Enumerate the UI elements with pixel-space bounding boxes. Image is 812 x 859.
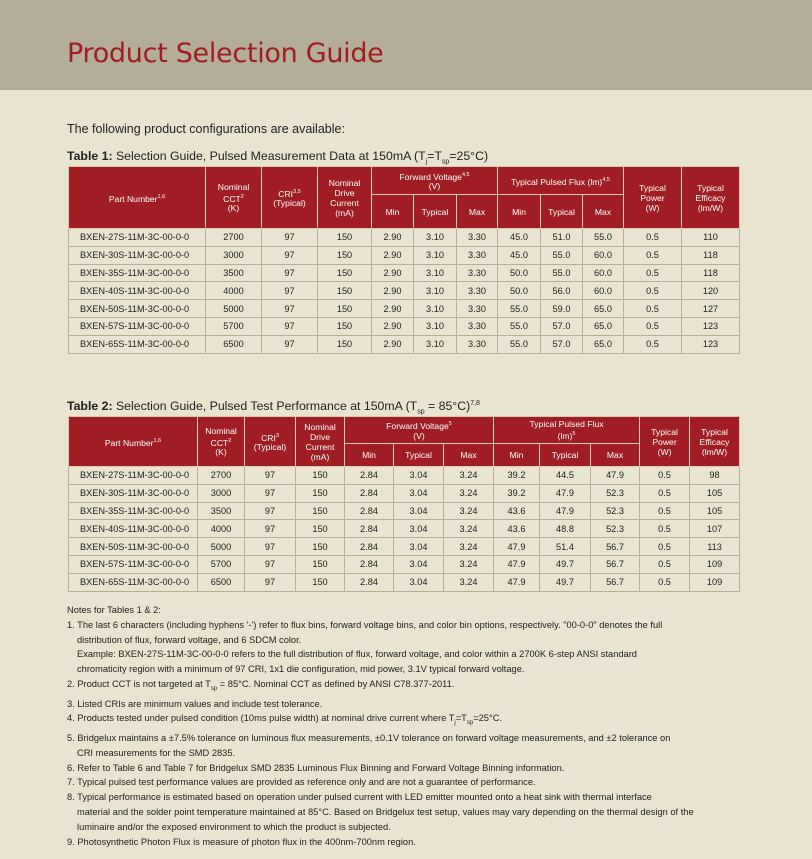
table-cell: 97 xyxy=(262,300,318,318)
table-cell: 110 xyxy=(682,229,740,247)
t2-header-flux: Typical Pulsed Flux (lm)$^5$ xyxy=(494,417,640,444)
table2-body xyxy=(69,467,740,592)
table-cell: 5700 xyxy=(206,317,262,335)
t1-header-cri: CRI$^{3,5}$ (Typical) xyxy=(262,167,318,229)
table-row xyxy=(69,573,740,591)
note-9: 9. Photosynthetic Photon Flux is measure of photon flux in the 400nm-700nm region. xyxy=(67,836,416,847)
table-cell: 150 xyxy=(318,229,372,247)
t2-header-fv-max: Max xyxy=(444,444,494,467)
table-cell: 0.5 xyxy=(640,520,690,538)
table-cell: 97 xyxy=(262,282,318,300)
table-cell: 52.3 xyxy=(591,520,640,538)
table-cell: 3.24 xyxy=(444,538,494,556)
t2-header-power: Typical Power (W) xyxy=(640,417,690,467)
note-8-cont2: luminaire and/or the exposed environment to which the product is subjected. xyxy=(77,821,391,832)
table-cell: 98 xyxy=(690,467,740,485)
table-cell: 45.0 xyxy=(498,229,541,247)
note-4: 4. Products tested under pulsed condition (10ms pulse width) at nominal drive current where $T_j=T_{sp}=25^\circ C$. xyxy=(67,713,502,727)
t1-header-fv-min: Min xyxy=(372,195,414,229)
table-cell: 56.7 xyxy=(591,573,640,591)
table-cell: 2.90 xyxy=(372,229,414,247)
table-cell: 65.0 xyxy=(583,335,624,353)
table-cell: 127 xyxy=(682,300,740,318)
note-8: 8. Typical performance is estimated based on operation under pulsed current with LED emitter mounted onto a heat sink with thermal interface xyxy=(67,792,652,803)
table-cell: 2.90 xyxy=(372,282,414,300)
table1-caption-text: Selection Guide, Pulsed Measurement Data at 150mA (T xyxy=(115,149,426,163)
t2-header-eff: Typical Efficacy (lm/W) xyxy=(690,417,740,467)
table-cell: 2700 xyxy=(206,229,262,247)
table-cell: 97 xyxy=(262,335,318,353)
table-cell: 3.30 xyxy=(457,264,498,282)
table-cell: 3.04 xyxy=(394,573,444,591)
table-cell: 55.0 xyxy=(583,229,624,247)
table-cell: 3.30 xyxy=(457,335,498,353)
table-cell: 150 xyxy=(296,555,345,573)
table-cell: 3.30 xyxy=(457,282,498,300)
table-cell: 49.7 xyxy=(540,555,591,573)
table-row xyxy=(69,264,740,282)
table-cell: 47.9 xyxy=(540,502,591,520)
table-cell: 0.5 xyxy=(624,264,682,282)
table1-caption-mid: =T xyxy=(427,149,442,163)
part-number-cell: BXEN-40S-11M-3C-00-0-0 xyxy=(69,282,206,300)
table-row xyxy=(69,300,740,318)
t1-header-flux-typ: Typical xyxy=(541,195,583,229)
table-cell: 0.5 xyxy=(624,229,682,247)
part-number-cell: BXEN-27S-11M-3C-00-0-0 xyxy=(69,467,198,485)
table-cell: 0.5 xyxy=(624,335,682,353)
note-1-cont: distribution of flux, forward voltage, and 6 SDCM color. xyxy=(77,634,302,645)
t1-header-fv-max: Max xyxy=(457,195,498,229)
table-cell: 150 xyxy=(296,484,345,502)
table-cell: 3.10 xyxy=(414,282,457,300)
table-cell: 47.9 xyxy=(494,538,540,556)
table-cell: 4000 xyxy=(198,520,245,538)
table-cell: 3.30 xyxy=(457,300,498,318)
table-cell: 6500 xyxy=(206,335,262,353)
note-1: 1. The last 6 characters (including hyphens '-') refer to flux bins, forward voltage bins, and color bin options, respectively. "00-0-0" denotes the full xyxy=(67,619,663,630)
table-cell: 3.30 xyxy=(457,317,498,335)
table-cell: 2.90 xyxy=(372,335,414,353)
t1-header-fv: Forward Voltage$^{4,5}$ (V) xyxy=(372,167,498,195)
table-cell: 3500 xyxy=(206,264,262,282)
table-cell: 55.0 xyxy=(498,317,541,335)
table-cell: 39.2 xyxy=(494,467,540,485)
table-cell: 43.6 xyxy=(494,502,540,520)
t2-header-fv: Forward Voltage$^5$ (V) xyxy=(345,417,494,444)
table1-caption-sub2: sp xyxy=(441,158,450,166)
table-cell: 97 xyxy=(245,573,296,591)
table-cell: 47.9 xyxy=(540,484,591,502)
table-cell: 2.90 xyxy=(372,264,414,282)
table-cell: 48.8 xyxy=(540,520,591,538)
table-cell: 109 xyxy=(690,573,740,591)
note-5: 5. Bridgelux maintains a ±7.5% tolerance on luminous flux measurements, ±0.1V tolerance on forward voltage measurements, and ±2 tolerance on xyxy=(67,733,671,744)
note-1-example-cont: chromaticity region with a minimum of 97 CRI, 1x1 die configuration, mid power, 3.1V typical forward voltage. xyxy=(77,664,525,675)
table-row xyxy=(69,282,740,300)
table-cell: 113 xyxy=(690,538,740,556)
t2-header-flux-max: Max xyxy=(591,444,640,467)
table-cell: 3.04 xyxy=(394,538,444,556)
table-cell: 5700 xyxy=(198,555,245,573)
table-cell: 0.5 xyxy=(640,573,690,591)
table-row xyxy=(69,538,740,556)
table-cell: 3.04 xyxy=(394,555,444,573)
table-cell: 2.90 xyxy=(372,300,414,318)
table-cell: 123 xyxy=(682,317,740,335)
table-cell: 97 xyxy=(262,229,318,247)
table-cell: 2.84 xyxy=(345,502,394,520)
table-cell: 150 xyxy=(296,467,345,485)
part-number-cell: BXEN-30S-11M-3C-00-0-0 xyxy=(69,484,198,502)
table-cell: 50.0 xyxy=(498,282,541,300)
table-cell: 3.10 xyxy=(414,264,457,282)
part-number-cell: BXEN-40S-11M-3C-00-0-0 xyxy=(69,520,198,538)
note-5-cont: CRI measurements for the SMD 2835. xyxy=(77,747,236,758)
t1-header-eff: Typical Efficacy (lm/W) xyxy=(682,167,740,229)
table-cell: 0.5 xyxy=(640,484,690,502)
table-cell: 60.0 xyxy=(583,282,624,300)
table-cell: 97 xyxy=(262,246,318,264)
table-cell: 3.10 xyxy=(414,229,457,247)
page-title: Product Selection Guide xyxy=(67,38,384,69)
table-cell: 55.0 xyxy=(498,300,541,318)
table-cell: 47.9 xyxy=(494,555,540,573)
table-cell: 150 xyxy=(318,246,372,264)
table-cell: 5000 xyxy=(198,538,245,556)
table-cell: 55.0 xyxy=(541,264,583,282)
table-cell: 47.9 xyxy=(591,467,640,485)
table-cell: 150 xyxy=(318,300,372,318)
table-cell: 97 xyxy=(245,520,296,538)
table1-caption-sub: j xyxy=(425,158,428,166)
table-cell: 3.10 xyxy=(414,317,457,335)
table1-caption-label: Table 1: xyxy=(67,149,113,163)
table-cell: 4000 xyxy=(206,282,262,300)
note-1-example: Example: BXEN-27S-11M-3C-00-0-0 refers to the full distribution of flux, forward voltage, and color within a 2700K 6-step ANSI standard xyxy=(77,649,637,660)
notes xyxy=(67,603,747,849)
intro-text: The following product configurations are available: xyxy=(67,122,345,136)
part-number-cell: BXEN-50S-11M-3C-00-0-0 xyxy=(69,300,206,318)
t1-header-flux-min: Min xyxy=(498,195,541,229)
table-cell: 56.7 xyxy=(591,555,640,573)
table-cell: 2.84 xyxy=(345,484,394,502)
table-row xyxy=(69,555,740,573)
table-cell: 3000 xyxy=(198,484,245,502)
table-cell: 150 xyxy=(296,538,345,556)
table-cell: 52.3 xyxy=(591,502,640,520)
table-cell: 118 xyxy=(682,264,740,282)
table-cell: 39.2 xyxy=(494,484,540,502)
part-number-cell: BXEN-65S-11M-3C-00-0-0 xyxy=(69,573,198,591)
table-cell: 3.04 xyxy=(394,502,444,520)
table-row xyxy=(69,502,740,520)
table-row xyxy=(69,246,740,264)
table-cell: 120 xyxy=(682,282,740,300)
table-cell: 3.24 xyxy=(444,467,494,485)
part-number-cell: BXEN-65S-11M-3C-00-0-0 xyxy=(69,335,206,353)
table-cell: 3.04 xyxy=(394,520,444,538)
t2-header-cri: CRI$^3$ (Typical) xyxy=(245,417,296,467)
table-cell: 3.30 xyxy=(457,229,498,247)
table-cell: 0.5 xyxy=(624,246,682,264)
t1-header-drive: Nominal Drive Current (mA) xyxy=(318,167,372,229)
table-cell: 50.0 xyxy=(498,264,541,282)
table-cell: 55.0 xyxy=(541,246,583,264)
t2-header-part: Part Number$^{1,6}$ xyxy=(69,417,198,467)
table-cell: 150 xyxy=(296,502,345,520)
t2-header-fv-min: Min xyxy=(345,444,394,467)
table-cell: 0.5 xyxy=(640,502,690,520)
table-cell: 57.0 xyxy=(541,317,583,335)
table-cell: 5000 xyxy=(206,300,262,318)
table-cell: 97 xyxy=(245,484,296,502)
part-number-cell: BXEN-35S-11M-3C-00-0-0 xyxy=(69,264,206,282)
table1 xyxy=(68,166,740,354)
table-cell: 3.10 xyxy=(414,335,457,353)
part-number-cell: BXEN-50S-11M-3C-00-0-0 xyxy=(69,538,198,556)
table-cell: 105 xyxy=(690,484,740,502)
table-cell: 118 xyxy=(682,246,740,264)
t1-header-flux: Typical Pulsed Flux (lm)$^{4,5}$ xyxy=(498,167,624,195)
note-2: 2. Product CCT is not targeted at $T_{sp} = 85^\circ C$. Nominal CCT as defined by ANSI C78.377-2011. xyxy=(67,678,455,692)
table-cell: 59.0 xyxy=(541,300,583,318)
table-cell: 123 xyxy=(682,335,740,353)
table-cell: 3.24 xyxy=(444,502,494,520)
t2-header-fv-typ: Typical xyxy=(394,444,444,467)
part-number-cell: BXEN-57S-11M-3C-00-0-0 xyxy=(69,555,198,573)
table-cell: 45.0 xyxy=(498,246,541,264)
table-cell: 105 xyxy=(690,502,740,520)
table-cell: 150 xyxy=(318,282,372,300)
table-cell: 97 xyxy=(245,538,296,556)
table-cell: 65.0 xyxy=(583,317,624,335)
table2-caption-sub: sp xyxy=(417,408,425,416)
table-cell: 0.5 xyxy=(624,300,682,318)
table-cell: 97 xyxy=(245,555,296,573)
table-cell: 150 xyxy=(318,317,372,335)
table-cell: 3.30 xyxy=(457,246,498,264)
t1-header-flux-max: Max xyxy=(583,195,624,229)
table-cell: 3.04 xyxy=(394,467,444,485)
table-cell: 150 xyxy=(296,573,345,591)
t2-header-drive: Nominal Drive Current (mA) xyxy=(296,417,345,467)
part-number-cell: BXEN-57S-11M-3C-00-0-0 xyxy=(69,317,206,335)
page-header xyxy=(0,0,812,90)
table-cell: 57.0 xyxy=(541,335,583,353)
table-cell: 0.5 xyxy=(624,282,682,300)
table-cell: 2.84 xyxy=(345,555,394,573)
table-row xyxy=(69,467,740,485)
table2-caption-sup: 7,8 xyxy=(470,399,480,407)
table-cell: 49.7 xyxy=(540,573,591,591)
table-cell: 3.24 xyxy=(444,484,494,502)
table-cell: 3.24 xyxy=(444,555,494,573)
table-cell: 0.5 xyxy=(640,555,690,573)
table-cell: 2.84 xyxy=(345,573,394,591)
table-cell: 52.3 xyxy=(591,484,640,502)
table2-caption-label: Table 2: xyxy=(67,399,113,413)
table-cell: 51.4 xyxy=(540,538,591,556)
table-cell: 3000 xyxy=(206,246,262,264)
table2-caption-end: = 85°C) xyxy=(424,399,471,413)
table-cell: 2.84 xyxy=(345,520,394,538)
t1-header-cct: Nominal CCT$^2$ (K) xyxy=(206,167,262,229)
table-row xyxy=(69,229,740,247)
table-cell: 3500 xyxy=(198,502,245,520)
part-number-cell: BXEN-35S-11M-3C-00-0-0 xyxy=(69,502,198,520)
table-cell: 107 xyxy=(690,520,740,538)
table-cell: 55.0 xyxy=(498,335,541,353)
table-cell: 97 xyxy=(245,467,296,485)
note-8-cont: material and the solder point temperature maintained at 85°C. Based on Bridgelux test setup, values may vary depending on the thermal design of the xyxy=(77,807,694,818)
notes-heading: Notes for Tables 1 & 2: xyxy=(67,605,161,615)
part-number-cell: BXEN-27S-11M-3C-00-0-0 xyxy=(69,229,206,247)
table-cell: 97 xyxy=(262,264,318,282)
note-3: 3. Listed CRIs are minimum values and include test tolerance. xyxy=(67,698,323,709)
table-cell: 51.0 xyxy=(541,229,583,247)
table-cell: 2.84 xyxy=(345,538,394,556)
table-row xyxy=(69,484,740,502)
table-cell: 0.5 xyxy=(640,538,690,556)
table-cell: 150 xyxy=(296,520,345,538)
table-row xyxy=(69,335,740,353)
part-number-cell: BXEN-30S-11M-3C-00-0-0 xyxy=(69,246,206,264)
table-cell: 0.5 xyxy=(624,317,682,335)
table-cell: 97 xyxy=(262,317,318,335)
table-row xyxy=(69,520,740,538)
table-cell: 0.5 xyxy=(640,467,690,485)
table1-body xyxy=(69,229,740,354)
table-cell: 65.0 xyxy=(583,300,624,318)
table-cell: 47.9 xyxy=(494,573,540,591)
note-6: 6. Refer to Table 6 and Table 7 for Bridgelux SMD 2835 Luminous Flux Binning and Forward Voltage Binning information. xyxy=(67,762,565,773)
table-cell: 3.04 xyxy=(394,484,444,502)
t1-header-power: Typical Power (W) xyxy=(624,167,682,229)
note-7: 7. Typical pulsed test performance values are provided as reference only and are not a guarantee of performance. xyxy=(67,777,536,788)
t2-header-flux-min: Min xyxy=(494,444,540,467)
table-cell: 2.84 xyxy=(345,467,394,485)
table-cell: 150 xyxy=(318,264,372,282)
table-cell: 6500 xyxy=(198,573,245,591)
table-cell: 2.90 xyxy=(372,317,414,335)
table-cell: 56.7 xyxy=(591,538,640,556)
table-cell: 44.5 xyxy=(540,467,591,485)
table-cell: 2700 xyxy=(198,467,245,485)
table-cell: 2.90 xyxy=(372,246,414,264)
table-cell: 3.24 xyxy=(444,573,494,591)
table2-caption xyxy=(67,399,480,415)
table-cell: 109 xyxy=(690,555,740,573)
t2-header-flux-typ: Typical xyxy=(540,444,591,467)
table1-caption-end: =25°C) xyxy=(449,149,489,163)
table-cell: 150 xyxy=(318,335,372,353)
table-cell: 60.0 xyxy=(583,264,624,282)
table-cell: 97 xyxy=(245,502,296,520)
t1-header-part: Part Number$^{1,6}$ xyxy=(69,167,206,229)
table-cell: 3.10 xyxy=(414,300,457,318)
table2-caption-text: Selection Guide, Pulsed Test Performance at 150mA (T xyxy=(115,399,418,413)
table1-caption xyxy=(67,149,488,165)
table2 xyxy=(68,416,740,592)
table-row xyxy=(69,317,740,335)
table-cell: 3.24 xyxy=(444,520,494,538)
table-cell: 3.10 xyxy=(414,246,457,264)
t1-header-fv-typ: Typical xyxy=(414,195,457,229)
table-cell: 56.0 xyxy=(541,282,583,300)
table-cell: 60.0 xyxy=(583,246,624,264)
table-cell: 43.6 xyxy=(494,520,540,538)
t2-header-cct: Nominal CCT$^2$ (K) xyxy=(198,417,245,467)
